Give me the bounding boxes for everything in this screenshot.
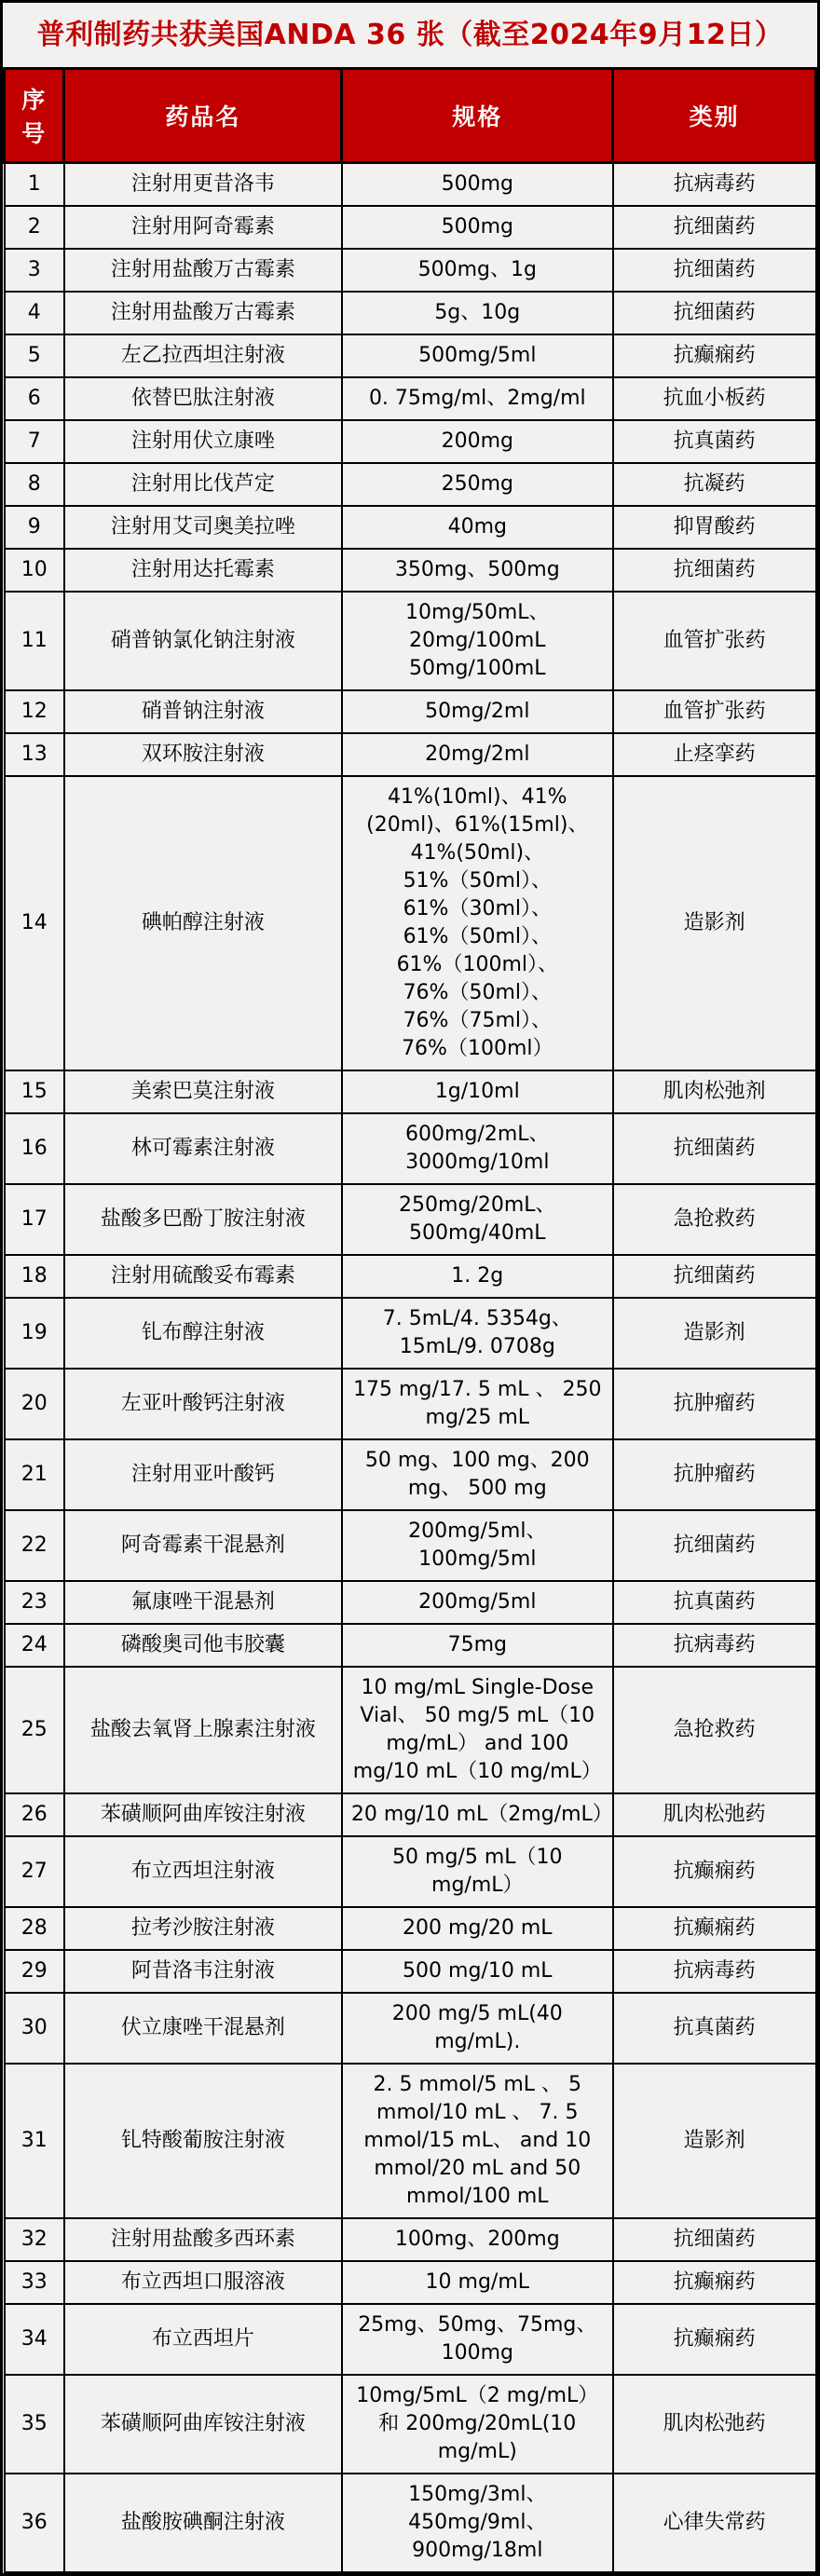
drug-name-cell: 盐酸去氧肾上腺素注射液 <box>64 1667 342 1793</box>
row-no-cell: 15 <box>5 1070 64 1113</box>
page-title: 普利制药共获美国ANDA 36 张（截至2024年9月12日） <box>3 3 817 67</box>
row-no-cell: 8 <box>5 463 64 506</box>
category-cell: 血管扩张药 <box>613 690 816 733</box>
table-row <box>5 420 816 463</box>
drug-name-cell: 钆特酸葡胺注射液 <box>64 2064 342 2218</box>
spec-cell: 200mg/5ml <box>342 1581 613 1624</box>
drug-name-cell: 注射用亚叶酸钙 <box>64 1439 342 1510</box>
drug-name-cell: 碘帕醇注射液 <box>64 776 342 1070</box>
column-header-spec: 规格 <box>342 69 613 163</box>
drug-name-cell: 注射用盐酸万古霉素 <box>64 292 342 334</box>
drug-name-cell: 苯磺顺阿曲库铵注射液 <box>64 2375 342 2474</box>
drug-name-cell: 注射用伏立康唑 <box>64 420 342 463</box>
table-row <box>5 377 816 420</box>
table-header <box>5 69 816 163</box>
category-cell: 抗癫痫药 <box>613 2304 816 2375</box>
row-no-cell: 3 <box>5 249 64 292</box>
spec-cell: 100mg、200mg <box>342 2218 613 2261</box>
row-no-cell: 34 <box>5 2304 64 2375</box>
spec-cell: 20 mg/10 mL（2mg/mL） <box>342 1793 613 1836</box>
row-no-cell: 26 <box>5 1793 64 1836</box>
category-cell: 肌肉松弛药 <box>613 1793 816 1836</box>
category-cell: 抗癫痫药 <box>613 1907 816 1950</box>
table-body <box>5 163 816 2573</box>
table-row <box>5 1369 816 1439</box>
row-no-cell: 32 <box>5 2218 64 2261</box>
category-cell: 抗病毒药 <box>613 1950 816 1993</box>
drug-name-cell: 阿奇霉素干混悬剂 <box>64 1510 342 1581</box>
table-row <box>5 2261 816 2304</box>
spec-cell: 10mg/50mL、20mg/100mL 50mg/100mL <box>342 592 613 690</box>
spec-cell: 50mg/2ml <box>342 690 613 733</box>
spec-cell: 200 mg/20 mL <box>342 1907 613 1950</box>
row-no-cell: 36 <box>5 2474 64 2572</box>
spec-cell: 0. 75mg/ml、2mg/ml <box>342 377 613 420</box>
drug-name-cell: 注射用比伐芦定 <box>64 463 342 506</box>
table-row <box>5 2375 816 2474</box>
spec-cell: 200 mg/5 mL(40 mg/mL). <box>342 1993 613 2064</box>
spec-cell: 50 mg、100 mg、200 mg、 500 mg <box>342 1439 613 1510</box>
category-cell: 急抢救药 <box>613 1667 816 1793</box>
spec-cell: 1g/10ml <box>342 1070 613 1113</box>
row-no-cell: 21 <box>5 1439 64 1510</box>
category-cell: 抗细菌药 <box>613 206 816 249</box>
category-cell: 抗细菌药 <box>613 292 816 334</box>
column-header-name: 药品名 <box>64 69 342 163</box>
table-row <box>5 249 816 292</box>
category-cell: 止痉挛药 <box>613 733 816 776</box>
category-cell: 抗真菌药 <box>613 420 816 463</box>
spec-cell: 2. 5 mmol/5 mL 、 5 mmol/10 mL 、 7. 5 mmol/15 mL、 and 10 mmol/20 mL and 50 mmol/100 mL <box>342 2064 613 2218</box>
row-no-cell: 31 <box>5 2064 64 2218</box>
table-row <box>5 1070 816 1113</box>
drug-name-cell: 注射用硫酸妥布霉素 <box>64 1255 342 1298</box>
spec-cell: 250mg/20mL、500mg/40mL <box>342 1184 613 1255</box>
drug-name-cell: 注射用更昔洛韦 <box>64 163 342 207</box>
category-cell: 造影剂 <box>613 2064 816 2218</box>
table-row <box>5 2064 816 2218</box>
spec-cell: 25mg、50mg、75mg、100mg <box>342 2304 613 2375</box>
spec-cell: 500mg <box>342 163 613 207</box>
table-row <box>5 1950 816 1993</box>
table-row <box>5 1255 816 1298</box>
row-no-cell: 17 <box>5 1184 64 1255</box>
category-cell: 肌肉松弛剂 <box>613 1070 816 1113</box>
drug-name-cell: 美索巴莫注射液 <box>64 1070 342 1113</box>
category-cell: 抗细菌药 <box>613 1255 816 1298</box>
drug-name-cell: 注射用盐酸万古霉素 <box>64 249 342 292</box>
row-no-cell: 13 <box>5 733 64 776</box>
spec-cell: 150mg/3ml、450mg/9ml、 900mg/18ml <box>342 2474 613 2572</box>
spec-cell: 7. 5mL/4. 5354g、 15mL/9. 0708g <box>342 1298 613 1369</box>
row-no-cell: 18 <box>5 1255 64 1298</box>
drug-name-cell: 伏立康唑干混悬剂 <box>64 1993 342 2064</box>
drug-name-cell: 布立西坦片 <box>64 2304 342 2375</box>
category-cell: 抗真菌药 <box>613 1581 816 1624</box>
spec-cell: 350mg、500mg <box>342 549 613 592</box>
column-header-no: 序号 <box>5 69 64 163</box>
spec-cell: 10 mg/mL Single-Dose Vial、 50 mg/5 mL（10 mg/mL） and 100 mg/10 mL（10 mg/mL） <box>342 1667 613 1793</box>
table-row <box>5 1624 816 1667</box>
spec-cell: 5g、10g <box>342 292 613 334</box>
row-no-cell: 2 <box>5 206 64 249</box>
category-cell: 抗肿瘤药 <box>613 1369 816 1439</box>
table-row <box>5 334 816 377</box>
row-no-cell: 6 <box>5 377 64 420</box>
spec-cell: 41%(10ml)、41%(20ml)、61%(15ml)、41%(50ml)、51%（50ml）、61%（30ml）、61%（50ml）、61%（100ml）、76%（50ml）、76%（75ml）、76%（100ml） <box>342 776 613 1070</box>
category-cell: 抗细菌药 <box>613 249 816 292</box>
category-cell: 抗细菌药 <box>613 2218 816 2261</box>
category-cell: 抗血小板药 <box>613 377 816 420</box>
row-no-cell: 10 <box>5 549 64 592</box>
row-no-cell: 11 <box>5 592 64 690</box>
drug-name-cell: 盐酸多巴酚丁胺注射液 <box>64 1184 342 1255</box>
table-row <box>5 2304 816 2375</box>
spec-cell: 600mg/2mL、3000mg/10ml <box>342 1113 613 1184</box>
spec-cell: 500mg/5ml <box>342 334 613 377</box>
drug-name-cell: 布立西坦口服溶液 <box>64 2261 342 2304</box>
spec-cell: 500mg、1g <box>342 249 613 292</box>
drug-name-cell: 盐酸胺碘酮注射液 <box>64 2474 342 2572</box>
category-cell: 抗癫痫药 <box>613 334 816 377</box>
table-row <box>5 163 816 207</box>
table-row <box>5 1793 816 1836</box>
table-row <box>5 549 816 592</box>
row-no-cell: 19 <box>5 1298 64 1369</box>
drug-name-cell: 阿昔洛韦注射液 <box>64 1950 342 1993</box>
row-no-cell: 23 <box>5 1581 64 1624</box>
category-cell: 血管扩张药 <box>613 592 816 690</box>
spec-cell: 1. 2g <box>342 1255 613 1298</box>
table-row <box>5 690 816 733</box>
row-no-cell: 12 <box>5 690 64 733</box>
row-no-cell: 5 <box>5 334 64 377</box>
drug-name-cell: 依替巴肽注射液 <box>64 377 342 420</box>
table-row <box>5 206 816 249</box>
row-no-cell: 9 <box>5 506 64 549</box>
row-no-cell: 7 <box>5 420 64 463</box>
table-row <box>5 463 816 506</box>
drug-name-cell: 注射用艾司奥美拉唑 <box>64 506 342 549</box>
drug-name-cell: 左乙拉西坦注射液 <box>64 334 342 377</box>
category-cell: 急抢救药 <box>613 1184 816 1255</box>
table-row <box>5 1836 816 1907</box>
table-row <box>5 1993 816 2064</box>
category-cell: 抗凝药 <box>613 463 816 506</box>
table-row <box>5 1439 816 1510</box>
table-row <box>5 2218 816 2261</box>
spec-cell: 200mg <box>342 420 613 463</box>
row-no-cell: 4 <box>5 292 64 334</box>
category-cell: 心律失常药 <box>613 2474 816 2572</box>
table-row <box>5 1184 816 1255</box>
row-no-cell: 30 <box>5 1993 64 2064</box>
drug-name-cell: 苯磺顺阿曲库铵注射液 <box>64 1793 342 1836</box>
spec-cell: 10mg/5mL（2 mg/mL）和 200mg/20mL(10 mg/mL) <box>342 2375 613 2474</box>
anda-table <box>3 67 817 2573</box>
row-no-cell: 35 <box>5 2375 64 2474</box>
spec-cell: 75mg <box>342 1624 613 1667</box>
row-no-cell: 22 <box>5 1510 64 1581</box>
table-row <box>5 1581 816 1624</box>
drug-name-cell: 拉考沙胺注射液 <box>64 1907 342 1950</box>
table-row <box>5 1907 816 1950</box>
drug-name-cell: 双环胺注射液 <box>64 733 342 776</box>
table-row <box>5 1667 816 1793</box>
spec-cell: 20mg/2ml <box>342 733 613 776</box>
drug-name-cell: 注射用阿奇霉素 <box>64 206 342 249</box>
row-no-cell: 33 <box>5 2261 64 2304</box>
category-cell: 抗细菌药 <box>613 1510 816 1581</box>
drug-name-cell: 氟康唑干混悬剂 <box>64 1581 342 1624</box>
category-cell: 抗病毒药 <box>613 1624 816 1667</box>
table-row <box>5 1510 816 1581</box>
row-no-cell: 16 <box>5 1113 64 1184</box>
drug-name-cell: 布立西坦注射液 <box>64 1836 342 1907</box>
table-row <box>5 592 816 690</box>
category-cell: 抗肿瘤药 <box>613 1439 816 1510</box>
drug-name-cell: 林可霉素注射液 <box>64 1113 342 1184</box>
header-row <box>5 69 816 163</box>
row-no-cell: 28 <box>5 1907 64 1950</box>
table-row <box>5 2474 816 2572</box>
category-cell: 肌肉松弛药 <box>613 2375 816 2474</box>
drug-name-cell: 注射用盐酸多西环素 <box>64 2218 342 2261</box>
category-cell: 造影剂 <box>613 776 816 1070</box>
category-cell: 抑胃酸药 <box>613 506 816 549</box>
drug-name-cell: 注射用达托霉素 <box>64 549 342 592</box>
category-cell: 造影剂 <box>613 1298 816 1369</box>
drug-name-cell: 磷酸奥司他韦胶囊 <box>64 1624 342 1667</box>
drug-name-cell: 钆布醇注射液 <box>64 1298 342 1369</box>
spec-cell: 40mg <box>342 506 613 549</box>
spec-cell: 200mg/5ml、100mg/5ml <box>342 1510 613 1581</box>
spec-cell: 175 mg/17. 5 mL 、 250 mg/25 mL <box>342 1369 613 1439</box>
spec-cell: 500mg <box>342 206 613 249</box>
row-no-cell: 20 <box>5 1369 64 1439</box>
row-no-cell: 24 <box>5 1624 64 1667</box>
spec-cell: 50 mg/5 mL（10 mg/mL） <box>342 1836 613 1907</box>
table-row <box>5 1298 816 1369</box>
category-cell: 抗病毒药 <box>613 163 816 207</box>
spec-cell: 10 mg/mL <box>342 2261 613 2304</box>
row-no-cell: 14 <box>5 776 64 1070</box>
category-cell: 抗癫痫药 <box>613 1836 816 1907</box>
category-cell: 抗癫痫药 <box>613 2261 816 2304</box>
spec-cell: 250mg <box>342 463 613 506</box>
category-cell: 抗细菌药 <box>613 1113 816 1184</box>
row-no-cell: 29 <box>5 1950 64 1993</box>
category-cell: 抗细菌药 <box>613 549 816 592</box>
table-row <box>5 506 816 549</box>
table-row <box>5 733 816 776</box>
row-no-cell: 25 <box>5 1667 64 1793</box>
table-row <box>5 1113 816 1184</box>
row-no-cell: 27 <box>5 1836 64 1907</box>
drug-name-cell: 左亚叶酸钙注射液 <box>64 1369 342 1439</box>
spec-cell: 500 mg/10 mL <box>342 1950 613 1993</box>
drug-name-cell: 硝普钠注射液 <box>64 690 342 733</box>
table-row <box>5 292 816 334</box>
table-row <box>5 776 816 1070</box>
category-cell: 抗真菌药 <box>613 1993 816 2064</box>
column-header-category: 类别 <box>613 69 816 163</box>
row-no-cell: 1 <box>5 163 64 207</box>
drug-name-cell: 硝普钠氯化钠注射液 <box>64 592 342 690</box>
